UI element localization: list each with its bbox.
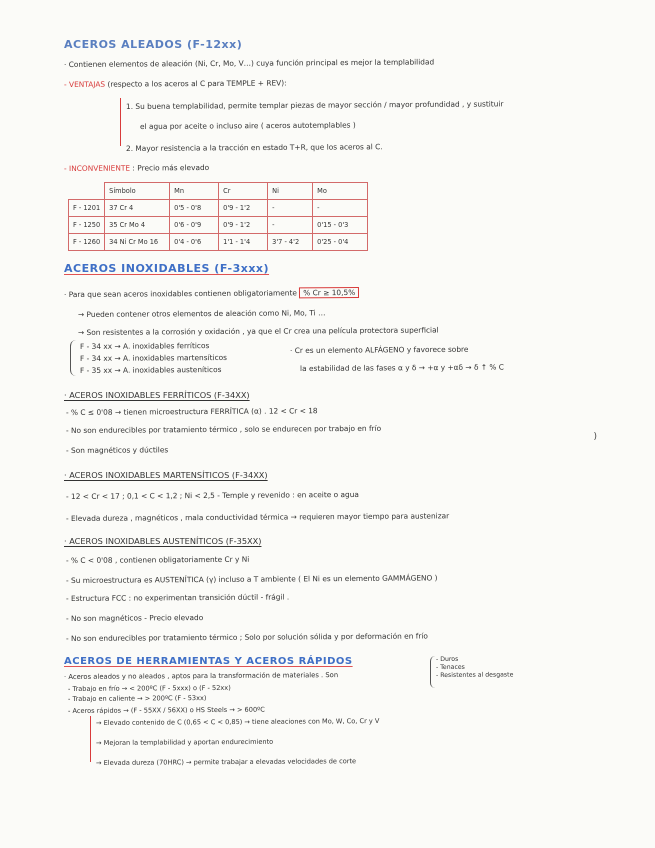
table-cell: 0'15 - 0'3 bbox=[313, 217, 368, 234]
ferriticos-line-2: - No son endurecibles por tratamiento térmico , solo se endurecen por trabajo en frío bbox=[65, 423, 382, 435]
inox-type-martensiticos: F - 34 xx → A. inoxidables martensíticos bbox=[79, 352, 228, 363]
herramientas-line-2: - Trabajo en frío → < 200ºC (F - 5xxx) o (F - 52xx) bbox=[67, 683, 231, 693]
table-cell: 0'9 - 1'2 bbox=[219, 217, 268, 234]
inox-note-2: la estabilidad de las fases α y δ → +α y +αδ → δ ↑ % C bbox=[299, 362, 504, 373]
inox-line-3: → Son resistentes a la corrosión y oxidación , ya que el Cr crea una película protectora superficial bbox=[77, 325, 439, 337]
inox-cr-requirement-box: % Cr ≥ 10,5% bbox=[299, 287, 359, 298]
ferriticos-line-1: - % C ≤ 0'08 → tienen microestructura FERRÍTICA (α) . 12 < Cr < 18 bbox=[65, 406, 318, 417]
ventajas-line bbox=[64, 78, 287, 90]
inox-type-ferriticos: F - 34 xx → A. inoxidables ferríticos bbox=[79, 341, 210, 351]
section-title-aceros-aleados: ACEROS ALEADOS (F-12xx) bbox=[64, 38, 243, 51]
inox-line-1-text: · Para que sean aceros inoxidables contienen obligatoriamente bbox=[63, 288, 297, 299]
table-header-cell: Ni bbox=[268, 183, 313, 200]
inconveniente-rest: : Precio más elevado bbox=[132, 162, 210, 173]
austeniticos-line-5: - No son endurecibles por tratamiento térmico ; Solo por solución sólida y por deformación en frío bbox=[65, 631, 428, 643]
table-cell: 0'5 - 0'8 bbox=[170, 200, 219, 217]
table-cell: F - 1250 bbox=[69, 217, 105, 234]
table-header-cell: Mn bbox=[170, 183, 219, 200]
ventaja-1-cont: el agua por aceite o incluso aire ( aceros autotemplables ) bbox=[139, 120, 356, 131]
herramientas-line-3: - Trabajo en caliente → > 200ºC (F - 53xx) bbox=[67, 694, 207, 703]
inox-note-1: · Cr es un elemento ALFÁGENO y favorece sobre bbox=[289, 344, 469, 355]
subsection-title-martensiticos: · ACEROS INOXIDABLES MARTENSÍTICOS (F-34XX) bbox=[64, 470, 268, 480]
rapidos-line-2: → Mejoran la templabilidad y aportan endurecimiento bbox=[95, 737, 274, 747]
subsection-title-austeniticos: · ACEROS INOXIDABLES AUSTENÍTICOS (F-35XX) bbox=[64, 536, 262, 546]
table-header-cell: Símbolo bbox=[105, 183, 170, 200]
section-title-aceros-inoxidables: ACEROS INOXIDABLES (F-3xxx) bbox=[64, 262, 270, 275]
inconveniente-label: - INCONVENIENTE bbox=[63, 163, 131, 173]
rapidos-bracket bbox=[90, 716, 91, 762]
austeniticos-line-1: - % C < 0'08 , contienen obligatoriamente Cr y Ni bbox=[65, 554, 250, 565]
rapidos-line-1: → Elevado contenido de C (0,65 < C < 0,85) → tiene aleaciones con Mo, W, Co, Cr y V bbox=[95, 717, 380, 727]
table-cell: 35 Cr Mo 4 bbox=[105, 217, 170, 234]
table-row bbox=[69, 234, 368, 251]
rapidos-line-3: → Elevada dureza (70HRC) → permite trabajar a elevadas velocidades de corte bbox=[95, 757, 357, 767]
table-cell: - bbox=[268, 217, 313, 234]
aleados-line-1: · Contienen elementos de aleación (Ni, Cr, Mo, V…) cuya función principal es mejor la templabilidad bbox=[63, 57, 435, 69]
herramientas-prop-resistentes: - Resistentes al desgaste bbox=[435, 671, 514, 679]
table-cell: 0'4 - 0'6 bbox=[170, 234, 219, 251]
martensiticos-line-1: - 12 < Cr < 17 ; 0,1 < C < 1,2 ; Ni < 2,5 - Temple y revenido : en aceite o agua bbox=[65, 489, 359, 501]
austeniticos-line-3: - Estructura FCC : no experimentan transición dúctil - frágil . bbox=[65, 592, 290, 603]
ferriticos-line-3: - Son magnéticos y dúctiles bbox=[65, 445, 169, 455]
ventaja-1: 1. Su buena templabilidad, permite templar piezas de mayor sección / mayor profundidad , y sustituir bbox=[125, 99, 504, 111]
inox-types-brace bbox=[70, 340, 76, 376]
margin-mark: ) bbox=[593, 432, 597, 442]
austeniticos-line-2: - Su microestructura es AUSTENÍTICA (γ) incluso a T ambiente ( El Ni es un elemento GAMMÁGENO ) bbox=[65, 573, 438, 585]
table-cell: 1'1 - 1'4 bbox=[219, 234, 268, 251]
ventajas-rest: (respecto a los aceros al C para TEMPLE + REV): bbox=[107, 78, 287, 89]
section-title-herramientas: ACEROS DE HERRAMIENTAS Y ACEROS RÁPIDOS bbox=[64, 656, 353, 667]
table-cell: 3'7 - 4'2 bbox=[268, 234, 313, 251]
inconveniente-line bbox=[64, 163, 209, 174]
table-header-cell bbox=[69, 183, 105, 200]
table-cell: 34 Ni Cr Mo 16 bbox=[105, 234, 170, 251]
austeniticos-line-4: - No son magnéticos - Precio elevado bbox=[65, 613, 204, 623]
table-cell: 37 Cr 4 bbox=[105, 200, 170, 217]
table-cell: F - 1260 bbox=[69, 234, 105, 251]
table-header-cell: Cr bbox=[219, 183, 268, 200]
table-header-cell: Mo bbox=[313, 183, 368, 200]
herramientas-prop-duros: - Duros bbox=[435, 655, 459, 663]
herramientas-props-brace bbox=[430, 656, 435, 688]
herramientas-line-4: - Aceros rápidos → (F - 55XX / 56XX) o HS Steels → > 600ºC bbox=[67, 705, 265, 715]
table-cell: 0'6 - 0'9 bbox=[170, 217, 219, 234]
table-cell: 0'25 - 0'4 bbox=[313, 234, 368, 251]
table-cell: - bbox=[268, 200, 313, 217]
table-cell: F - 1201 bbox=[69, 200, 105, 217]
herramientas-prop-tenaces: - Tenaces bbox=[435, 663, 465, 671]
table-cell: 0'9 - 1'2 bbox=[219, 200, 268, 217]
composition-table bbox=[68, 182, 368, 251]
table-row bbox=[69, 217, 368, 234]
inox-type-austeniticos: F - 35 xx → A. inoxidables austeníticos bbox=[79, 365, 222, 375]
inox-line-2: → Pueden contener otros elementos de aleación como Ni, Mo, Ti … bbox=[77, 308, 326, 319]
martensiticos-line-2: - Elevada dureza , magnéticos , mala conductividad térmica → requieren mayor tiempo para austenizar bbox=[65, 511, 450, 523]
ventaja-2: 2. Mayor resistencia a la tracción en estado T+R, que los aceros al C. bbox=[125, 142, 383, 153]
table-cell: - bbox=[313, 200, 368, 217]
ventajas-bracket bbox=[120, 98, 121, 146]
herramientas-line-1: · Aceros aleados y no aleados , aptos para la transformación de materiales . Son bbox=[63, 671, 339, 681]
table-row bbox=[69, 200, 368, 217]
table-header-row bbox=[69, 183, 368, 200]
inox-line-1 bbox=[64, 288, 359, 300]
subsection-title-ferriticos: · ACEROS INOXIDABLES FERRÍTICOS (F-34XX) bbox=[64, 390, 250, 400]
ventajas-label: - VENTAJAS bbox=[63, 79, 106, 89]
